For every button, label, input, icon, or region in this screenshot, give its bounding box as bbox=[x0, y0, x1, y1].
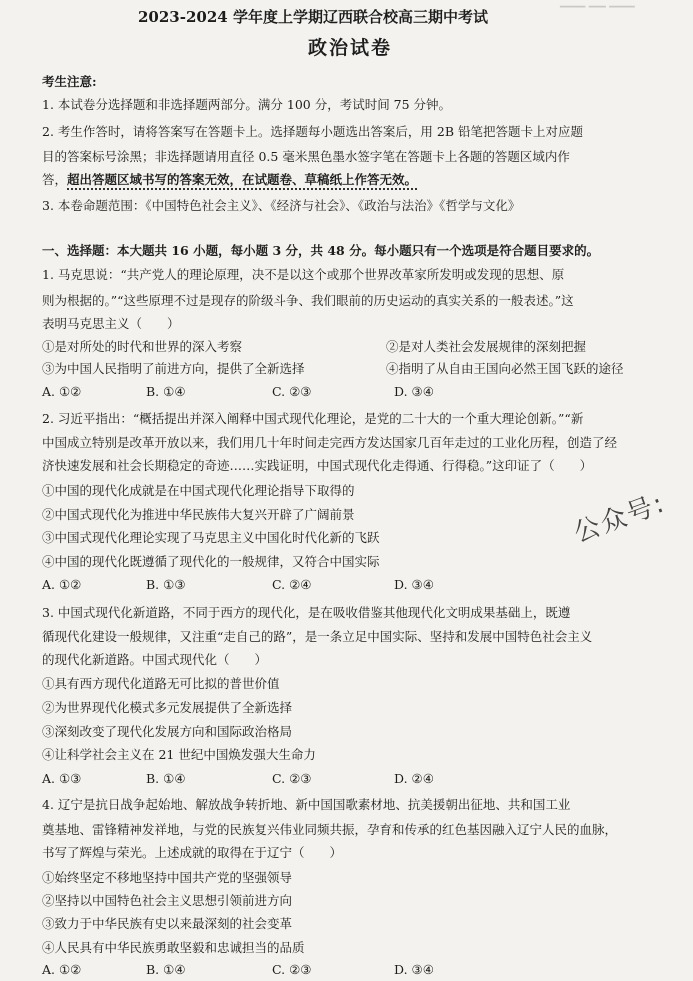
choice-a: A. ①② bbox=[42, 577, 82, 592]
choice-a: A. ①② bbox=[42, 384, 82, 399]
question-line: 表明马克思主义（ ） bbox=[42, 316, 180, 331]
choice-a: A. ①② bbox=[42, 962, 82, 977]
question-line: 4. 辽宁是抗日战争起始地、解放战争转折地、新中国国歌素材地、抗美援朝出征地、共和国工业 bbox=[42, 797, 571, 812]
notice-item-1: 1. 本试卷分选择题和非选择题两部分。满分 100 分，考试时间 75 分钟。 bbox=[42, 97, 452, 112]
question-line: 济快速发展和社会长期稳定的奇迹……实践证明，中国式现代化走得通、行得稳。”这印证了（ ） bbox=[42, 458, 593, 473]
statement-4: ④让科学社会主义在 21 世纪中国焕发强大生命力 bbox=[42, 747, 316, 762]
statement-3: ③中国式现代化理论实现了马克思主义中国化时代化新的飞跃 bbox=[42, 530, 380, 545]
choice-c: C. ②③ bbox=[272, 384, 312, 399]
statement-2: ②坚持以中国特色社会主义思想引领前进方向 bbox=[42, 893, 293, 908]
exam-title: 2023-2024 学年度上学期辽西联合校高三期中考试 bbox=[138, 8, 488, 26]
statement-4: ④人民具有中华民族勇敢坚毅和忠诚担当的品质 bbox=[42, 940, 305, 955]
question-line: 的现代化新道路。中国式现代化（ ） bbox=[42, 652, 268, 667]
watermark: 公众号: bbox=[570, 488, 670, 549]
choice-b: B. ①④ bbox=[146, 771, 186, 786]
statement-2: ②中国式现代化为推进中华民族伟大复兴开辟了广阔前景 bbox=[42, 507, 355, 522]
choice-b: B. ①③ bbox=[146, 577, 186, 592]
notice-item-2a: 2. 考生作答时，请将答案写在答题卡上。选择题每小题选出答案后，用 2B 铅笔把答题卡上对应题 bbox=[42, 124, 583, 139]
notice-heading: 考生注意: bbox=[42, 74, 97, 89]
statement-1: ①具有西方现代化道路无可比拟的普世价值 bbox=[42, 676, 280, 691]
choice-d: D. ②④ bbox=[394, 771, 434, 786]
question-line: 2. 习近平指出：“概括提出并深入阐释中国式现代化理论，是党的二十大的一个重大理论创新。”“新 bbox=[42, 411, 584, 426]
statement-1: ①是对所处的时代和世界的深入考察 bbox=[42, 339, 243, 354]
notice-item-2c-prefix: 答， bbox=[42, 172, 68, 187]
question-line: 奠基地、雷锋精神发祥地，与党的民族复兴伟业同频共振，孕育和传承的红色基因融入辽宁人民的血脉， bbox=[42, 822, 618, 837]
question-line: 则为根据的。”“这些原理不过是现存的阶级斗争、我们眼前的历史运动的真实关系的一般表述。”这 bbox=[42, 293, 574, 308]
question-line: 书写了辉煌与荣光。上述成就的取得在于辽宁（ ） bbox=[42, 845, 343, 860]
choice-d: D. ③④ bbox=[394, 962, 434, 977]
section-heading: 一、选择题：本大题共 16 小题，每小题 3 分，共 48 分。每小题只有一个选项是符合题目要求的。 bbox=[42, 243, 600, 258]
statement-1: ①始终坚定不移地坚持中国共产党的坚强领导 bbox=[42, 870, 293, 885]
question-line: 3. 中国式现代化新道路，不同于西方的现代化，是在吸收借鉴其他现代化文明成果基础上，既遵 bbox=[42, 605, 571, 620]
bleed-through-decoration: ▔▔▔ ▔▔ ▔▔▔ bbox=[560, 6, 635, 19]
question-line: 中国成立特别是改革开放以来，我们用几十年时间走完西方发达国家几百年走过的工业化历程，创造了经 bbox=[42, 435, 618, 450]
exam-subtitle: 政治试卷 bbox=[308, 37, 393, 59]
choice-c: C. ②③ bbox=[272, 771, 312, 786]
choice-b: B. ①④ bbox=[146, 962, 186, 977]
statement-3: ③致力于中华民族有史以来最深刻的社会变革 bbox=[42, 916, 293, 931]
choice-d: D. ③④ bbox=[394, 577, 434, 592]
statement-4: ④指明了从自由王国向必然王国飞跃的途径 bbox=[386, 361, 624, 376]
statement-4: ④中国的现代化既遵循了现代化的一般规律，又符合中国实际 bbox=[42, 554, 380, 569]
statement-3: ③为中国人民指明了前进方向，提供了全新选择 bbox=[42, 361, 305, 376]
notice-item-3: 3. 本卷命题范围：《中国特色社会主义》、《经济与社会》、《政治与法治》《哲学与文化》 bbox=[42, 198, 521, 213]
choice-c: C. ②③ bbox=[272, 962, 312, 977]
notice-item-2b: 目的答案标号涂黑；非选择题请用直径 0.5 毫米黑色墨水签字笔在答题卡上各题的答题区域内作 bbox=[42, 149, 570, 164]
statement-3: ③深刻改变了现代化发展方向和国际政治格局 bbox=[42, 724, 293, 739]
notice-item-2c-emphasis: 超出答题区域书写的答案无效，在试题卷、草稿纸上作答无效。 bbox=[67, 172, 417, 190]
choice-c: C. ②④ bbox=[272, 577, 312, 592]
statement-2: ②为世界现代化模式多元发展提供了全新选择 bbox=[42, 700, 293, 715]
question-line: 循现代化建设一般规律，又注重“走自己的路”，是一条立足中国实际、坚持和发展中国特色社会主义 bbox=[42, 629, 593, 644]
notice-item-2c bbox=[42, 172, 417, 188]
statement-1: ①中国的现代化成就是在中国式现代化理论指导下取得的 bbox=[42, 483, 355, 498]
choice-a: A. ①③ bbox=[42, 771, 82, 786]
question-line: 1. 马克思说：“共产党人的理论原理，决不是以这个或那个世界改革家所发明或发现的思想、原 bbox=[42, 267, 565, 282]
statement-2: ②是对人类社会发展规律的深刻把握 bbox=[386, 339, 587, 354]
choice-d: D. ③④ bbox=[394, 384, 434, 399]
choice-b: B. ①④ bbox=[146, 384, 186, 399]
